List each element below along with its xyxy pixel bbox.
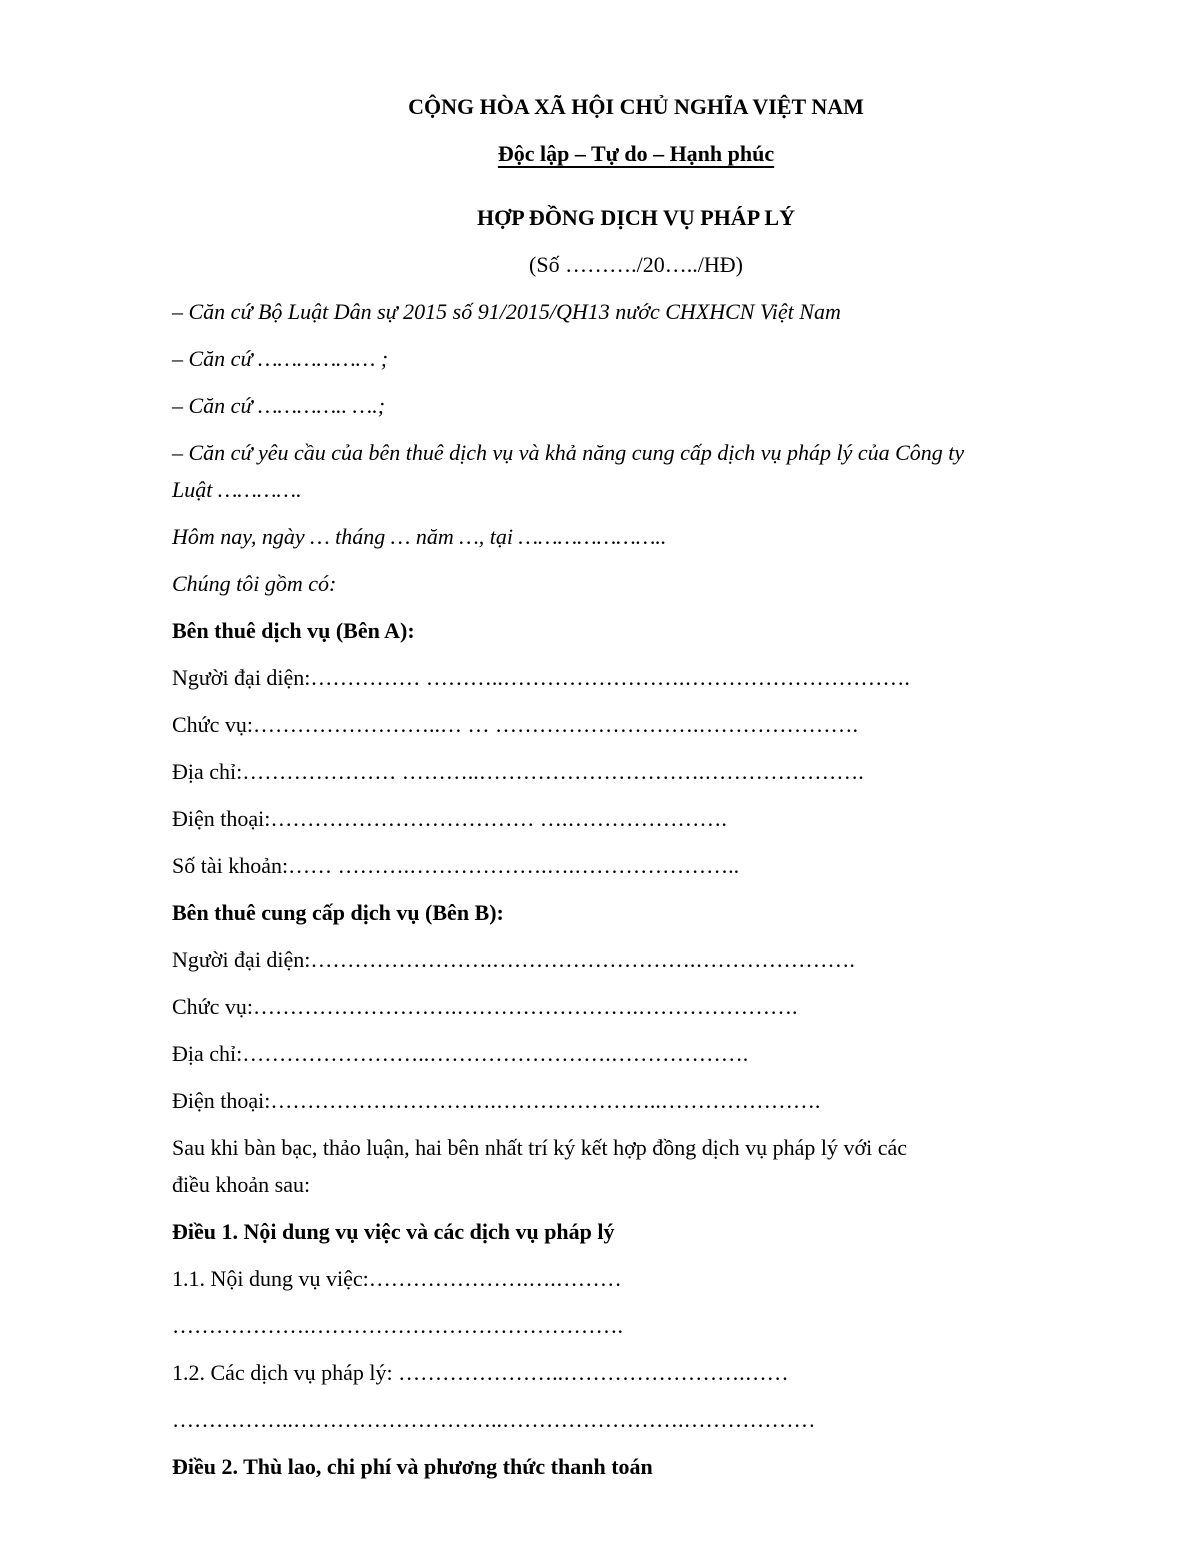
document-body xyxy=(172,293,1042,1485)
article-1-item-1-2: 1.2. Các dịch vụ pháp lý: …………………..…………………….…… xyxy=(172,1360,789,1385)
party-a-heading: Bên thuê dịch vụ (Bên A): xyxy=(172,618,415,643)
legal-basis-4-line2: Luật …………. xyxy=(172,477,302,502)
party-b-heading: Bên thuê cung cấp dịch vụ (Bên B): xyxy=(172,900,504,925)
article-1-item-1-1-dots: ……………….……………………………………. xyxy=(172,1313,623,1338)
parties-intro: Chúng tôi gồm có: xyxy=(172,571,337,596)
article-1-heading: Điều 1. Nội dung vụ việc và các dịch vụ pháp lý xyxy=(172,1219,615,1244)
national-motto-text: Độc lập – Tự do – Hạnh phúc xyxy=(497,141,775,166)
article-1-item-1-2-dots: ……………..………………………..…………………….……………… xyxy=(172,1407,816,1432)
date-place-line: Hôm nay, ngày … tháng … năm …, tại ………………….. xyxy=(172,524,667,549)
agreement-statement-line2: điều khoản sau: xyxy=(172,1172,311,1197)
party-b-address-field: Địa chỉ:……………………..…………………….………………. xyxy=(172,1041,749,1066)
party-b-representative-field: Người đại diện:…………………….……………………….…………………. xyxy=(172,947,855,972)
party-a-position-field: Chức vụ:……………………..… … ……………………….…………………. xyxy=(172,712,858,737)
document-header xyxy=(172,88,1100,283)
article-2-heading: Điều 2. Thù lao, chi phí và phương thức thanh toán xyxy=(172,1454,653,1479)
legal-basis-2: – Căn cứ ……………… ; xyxy=(172,346,389,371)
agreement-statement xyxy=(172,1129,1042,1203)
party-a-representative-field: Người đại diện:…………… ………..…………………….…………………………. xyxy=(172,665,910,690)
national-title: CỘNG HÒA XÃ HỘI CHỦ NGHĨA VIỆT NAM xyxy=(408,94,864,119)
party-b-position-field: Chức vụ:……………………….…………………….…………………. xyxy=(172,994,798,1019)
national-motto xyxy=(172,135,1100,172)
article-1-item-1-1: 1.1. Nội dung vụ việc:………………….….……… xyxy=(172,1266,622,1291)
agreement-statement-line1: Sau khi bàn bạc, thảo luận, hai bên nhất trí ký kết hợp đồng dịch vụ pháp lý với các xyxy=(172,1135,908,1160)
party-a-phone-field: Điện thoại:……………………………… ….…………………. xyxy=(172,806,727,831)
contract-number: (Số ………./20…../HĐ) xyxy=(529,252,743,277)
contract-title: HỢP ĐỒNG DỊCH VỤ PHÁP LÝ xyxy=(476,205,795,230)
legal-basis-4 xyxy=(172,434,1042,508)
party-a-account-field: Số tài khoản:…… ……….……………….….………………….. xyxy=(172,853,740,878)
party-b-phone-field: Điện thoại:………………………….…………………..…………………. xyxy=(172,1088,821,1113)
legal-basis-1: – Căn cứ Bộ Luật Dân sự 2015 số 91/2015/QH13 nước CHXHCN Việt Nam xyxy=(172,299,841,324)
party-a-address-field: Địa chỉ:………………… ………..………………………….…………………. xyxy=(172,759,864,784)
legal-basis-4-line1: – Căn cứ yêu cầu của bên thuê dịch vụ và khả năng cung cấp dịch vụ pháp lý của Công ty xyxy=(172,440,965,465)
legal-basis-3: – Căn cứ ………….. ….; xyxy=(172,393,386,418)
